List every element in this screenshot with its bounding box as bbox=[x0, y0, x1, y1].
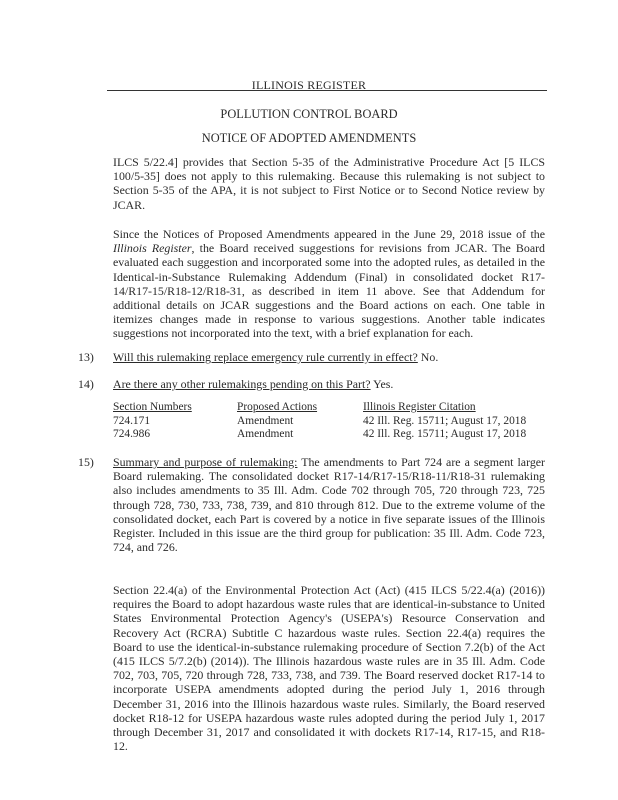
item-15-text: Summary and purpose of rulemaking: The amendments to Part 724 are a segment larger Board rulemaking. The consolidated docket R17-14/R17-15/R18-11/R18-31 rulemaking also includes amendments to 35 Ill. Adm. Code 702 through 705, 720 through 723, 725 through 728, 730, 733, 738, 739, and 810 through 812. Due to the extreme volume of the consolidated docket, each Part is covered by a notice in five separate issues of the Illinois Register. Included in this issue are the third group for publication: 35 Ill. Adm. Code 723, 724, and 726. bbox=[113, 455, 545, 555]
section-cell: 724.171 bbox=[113, 414, 151, 427]
table-row bbox=[113, 415, 563, 429]
citation-cell: 42 Ill. Reg. 15711; August 17, 2018 bbox=[363, 414, 527, 427]
item-14-number: 14) bbox=[78, 377, 94, 391]
action-cell: Amendment bbox=[237, 414, 294, 427]
register-title: ILLINOIS REGISTER bbox=[251, 78, 367, 92]
section-22-4-paragraph: Section 22.4(a) of the Environmental Protection Act (Act) (415 ILCS 5/22.4(a) (2016)) requires the Board to adopt hazardous waste rules that are identical-in-substance to United States Environmental Protection Agency's (USEPA's) Resource Conservation and Recovery Act (RCRA) Subtitle C hazardous waste rules. Section 22.4(a) requires the Board to use the identical-in-substance rulemaking procedure of Section 7.2(b) of the Act (415 ILCS 5/7.2(b) (2014)). The Illinois hazardous waste rules are in 35 Ill. Adm. Code 702, 703, 705, 720 through 728, 733, 738, and 739. The Board reserved docket R17-14 to incorporate USEPA amendments adopted during the period July 1, 2016 through December 31, 2016 into the Illinois hazardous waste rules. Similarly, the Board reserved docket R18-12 for USEPA hazardous waste rules adopted during the period July 1, 2017 through December 31, 2017 and consolidated it with dockets R17-14, R17-15, and R18-12. bbox=[113, 583, 545, 754]
citation-cell: 42 Ill. Reg. 15711; August 17, 2018 bbox=[363, 428, 527, 440]
item-13-number: 13) bbox=[78, 350, 94, 364]
action-cell: Amendment bbox=[237, 428, 294, 440]
header-rule bbox=[107, 90, 547, 91]
section-cell: 724.986 bbox=[113, 428, 151, 440]
item-14-text: Are there any other rulemakings pending on this Part? Yes. bbox=[113, 377, 394, 391]
pending-rulemakings-table bbox=[113, 401, 563, 442]
item-15-number: 15) bbox=[78, 455, 94, 469]
col-header-section: Section Numbers bbox=[113, 401, 192, 413]
col-header-citation: Illinois Register Citation bbox=[363, 401, 476, 413]
jcar-paragraph: Since the Notices of Proposed Amendments appeared in the June 29, 2018 issue of the Illinois Register, the Board received suggestions for revisions from JCAR. The Board evaluated each suggestion and incorporated some into the adopted rules, as detailed in the Identical-in-Substance Rulemaking Addendum (Final) in consolidated docket R17-14/R17-15/R18-12/R18-31, as described in item 11 above. See that Addendum for additional details on JCAR suggestions and the Board actions on each. One table in itemizes changes made in response to various suggestions. Another table indicates suggestions not incorporated into the text, with a brief explanation for each. bbox=[113, 227, 545, 341]
notice-title: NOTICE OF ADOPTED AMENDMENTS bbox=[201, 131, 417, 145]
ilcs-paragraph: ILCS 5/22.4] provides that Section 5-35 of the Administrative Procedure Act [5 ILCS 100/5-35] does not apply to this rulemaking. Because this rulemaking is not subject to Section 5-35 of the APA, it is not subject to First Notice or to Second Notice review by JCAR. bbox=[113, 155, 545, 212]
board-name: POLLUTION CONTROL BOARD bbox=[220, 107, 398, 121]
col-header-action: Proposed Actions bbox=[237, 401, 318, 413]
item-13-text: Will this rulemaking replace emergency rule currently in effect? No. bbox=[113, 350, 439, 364]
table-row bbox=[113, 428, 563, 442]
